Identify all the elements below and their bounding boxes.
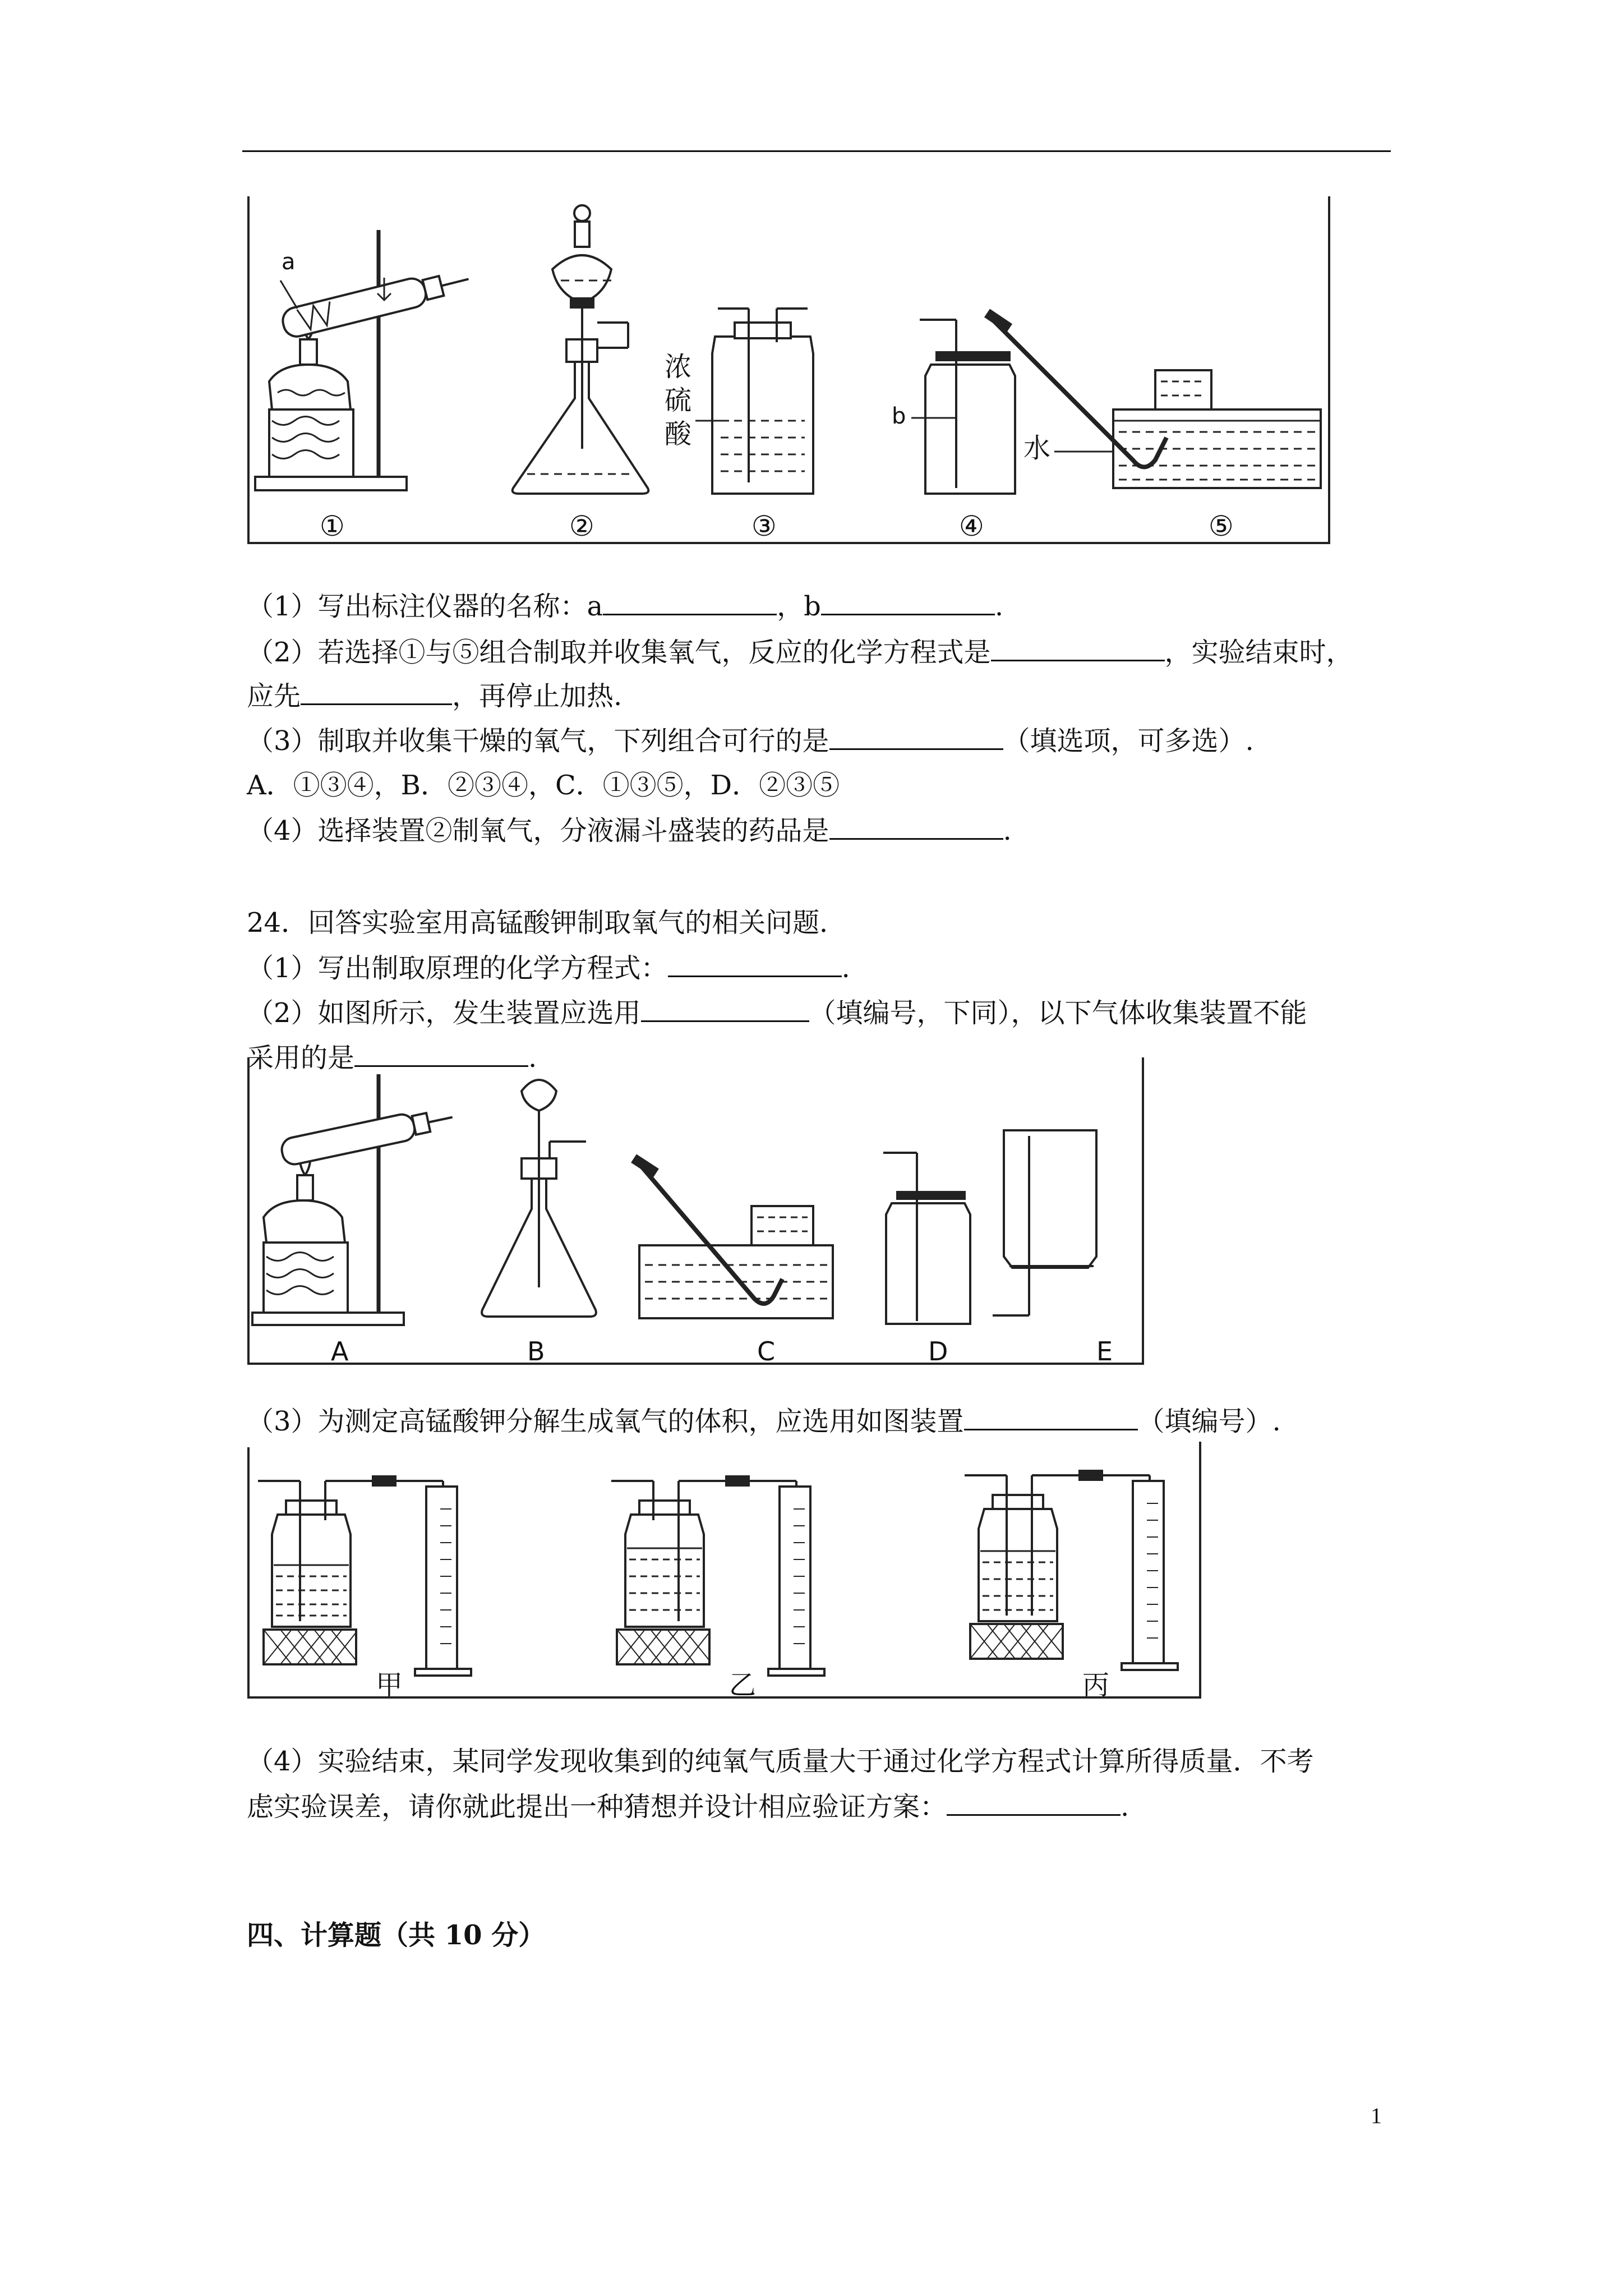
blank-combination[interactable] bbox=[829, 724, 1003, 750]
svg-text:硫: 硫 bbox=[665, 385, 692, 416]
apparatus-2-flask bbox=[513, 205, 649, 494]
blank-equation-1[interactable] bbox=[991, 635, 1165, 661]
q24-part4: （4）实验结束，某同学发现收集到的纯氧气质量大于通过化学方程式计算所得质量．不考 bbox=[247, 1746, 1314, 1777]
section-4-heading: 四、计算题（共 10 分） bbox=[247, 1920, 546, 1951]
caption-3: ③ bbox=[751, 510, 777, 542]
apparatus-5-water-trough bbox=[987, 313, 1321, 488]
apparatus-C-water-trough bbox=[634, 1158, 833, 1318]
q23-part4: （4）选择装置②制氧气，分液漏斗盛装的药品是 . bbox=[247, 813, 1012, 848]
caption-A: A bbox=[331, 1336, 349, 1366]
page-number: 1 bbox=[1371, 2103, 1382, 2128]
apparatus-B-flask bbox=[482, 1080, 596, 1317]
blank-first-step[interactable] bbox=[301, 679, 452, 705]
apparatus-1-heating bbox=[255, 230, 472, 490]
caption-jia: 甲 bbox=[376, 1669, 403, 1701]
blank-equation-2[interactable] bbox=[668, 951, 842, 977]
q23-part3: （3）制取并收集干燥的氧气，下列组合可行的是 （填选项，可多选）. bbox=[247, 724, 1254, 758]
svg-text:浓: 浓 bbox=[665, 351, 692, 383]
blank-reagent[interactable] bbox=[829, 813, 1003, 840]
caption-E: E bbox=[1096, 1336, 1113, 1366]
caption-D: D bbox=[928, 1336, 948, 1366]
caption-4: ④ bbox=[959, 510, 984, 542]
svg-text:酸: 酸 bbox=[665, 418, 692, 450]
apparatus-3-wash-bottle bbox=[665, 309, 813, 494]
q24-part4-line2: 虑实验误差，请你就此提出一种猜想并设计相应验证方案： . bbox=[247, 1789, 1129, 1824]
caption-B: B bbox=[527, 1336, 545, 1366]
label-a: a bbox=[282, 249, 296, 275]
figure-apparatus-3 bbox=[247, 1436, 1211, 1705]
setup-jia bbox=[258, 1476, 471, 1676]
label-b: b bbox=[892, 403, 906, 429]
caption-bing: 丙 bbox=[1082, 1669, 1110, 1701]
q23-part2-line2: 应先 ，再停止加热. bbox=[247, 679, 622, 713]
caption-2: ② bbox=[569, 510, 594, 542]
header-rule bbox=[242, 150, 1391, 152]
blank-b[interactable] bbox=[821, 589, 995, 615]
figure-apparatus-2 bbox=[247, 1057, 1155, 1372]
caption-1: ① bbox=[320, 510, 345, 542]
blank-hypothesis[interactable] bbox=[947, 1789, 1121, 1816]
q24-part2-line2: 采用的是 . bbox=[247, 1041, 537, 1075]
apparatus-E-inverted-jar bbox=[993, 1130, 1096, 1315]
blank-generator[interactable] bbox=[641, 996, 809, 1022]
apparatus-D-gas-jar bbox=[883, 1153, 970, 1324]
setup-bing bbox=[965, 1471, 1178, 1670]
q23-options: A．①③④，B．②③④，C．①③⑤，D．②③⑤ bbox=[247, 770, 840, 801]
setup-yi bbox=[611, 1476, 824, 1676]
caption-yi: 乙 bbox=[729, 1669, 757, 1701]
caption-5: ⑤ bbox=[1209, 510, 1234, 542]
apparatus-4-gas-jar bbox=[892, 320, 1015, 494]
label-water: 水 bbox=[1023, 432, 1051, 464]
q24-part2: （2）如图所示，发生装置应选用 （填编号，下同），以下气体收集装置不能 bbox=[247, 996, 1307, 1030]
caption-C: C bbox=[757, 1336, 776, 1366]
figure-apparatus-1 bbox=[247, 196, 1346, 550]
apparatus-A-heating bbox=[252, 1074, 455, 1325]
blank-measuring-device[interactable] bbox=[964, 1404, 1138, 1430]
q24-part1: （1）写出制取原理的化学方程式： . bbox=[247, 951, 850, 985]
q24-part3: （3）为测定高锰酸钾分解生成氧气的体积，应选用如图装置 （填编号）. bbox=[247, 1404, 1281, 1438]
blank-a[interactable] bbox=[603, 589, 777, 615]
q23-part2: （2）若选择①与⑤组合制取并收集氧气，反应的化学方程式是 ，实验结束时， bbox=[247, 635, 1353, 669]
q24-title: 24．回答实验室用高锰酸钾制取氧气的相关问题． bbox=[247, 907, 847, 938]
q23-part1: （1）写出标注仪器的名称：a ，b . bbox=[247, 589, 1003, 623]
